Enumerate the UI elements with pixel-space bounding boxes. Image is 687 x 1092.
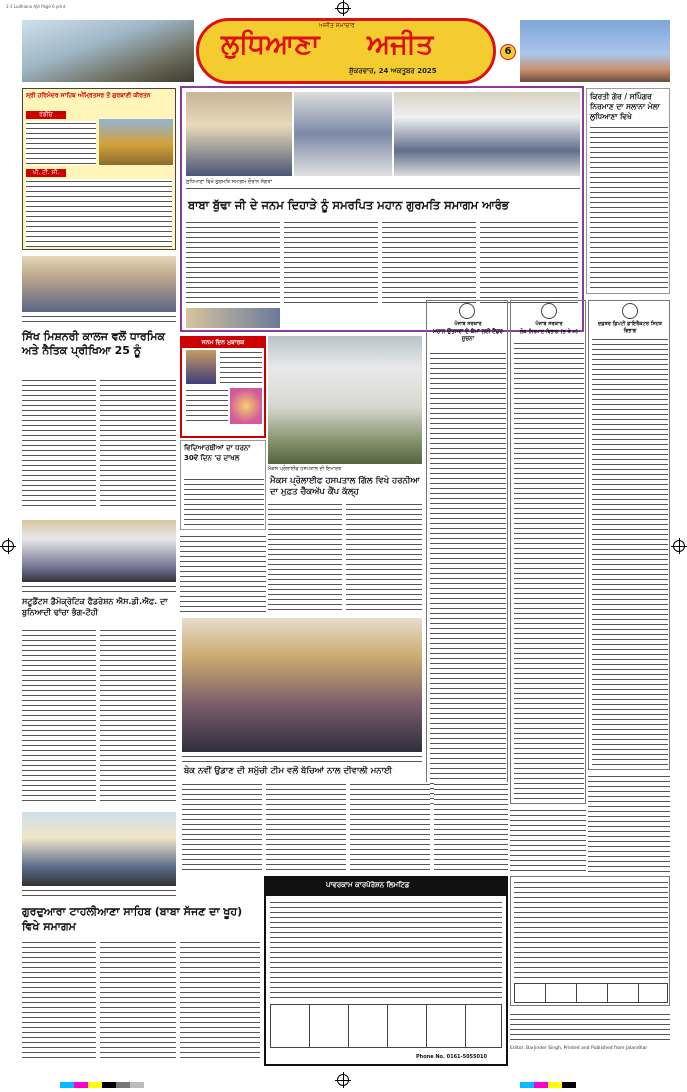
students-body <box>184 477 264 527</box>
lead-caption-lines <box>186 186 580 192</box>
birthday-photo-1 <box>186 350 216 384</box>
sdf-caption <box>22 584 176 592</box>
notice-3-title: ਦਫ਼ਤਰ ਡਿਪਟੀ ਡਾਇਰੈਕਟਰ ਸਿਹਤ ਵਿਭਾਗ <box>598 321 662 334</box>
gurdwara-caption <box>22 888 176 898</box>
notice-1-title: ਮਹਾਨ ਉਤਸਵਾਂ ਦੇ ਕੰਮਾਂ ਲਈ ਟੈਂਡਰ ਸੂਚਨਾ <box>433 329 503 342</box>
notice-1-org: ਪੰਜਾਬ ਸਰਕਾਰ <box>454 321 482 327</box>
lead-body-col-1 <box>186 220 280 306</box>
notice-3 <box>588 300 670 770</box>
sdf-photo <box>22 520 176 582</box>
left-ad-body <box>26 121 96 165</box>
story-college-headline: ਸਿੱਖ ਮਿਸ਼ਨਰੀ ਕਾਲਜ ਵਲੋਂ ਧਾਰਮਿਕ ਅਤੇ ਨੈਤਿਕ ਪ੍ਰੀਖਿਆ 25 ਨੂੰ <box>22 330 166 357</box>
hospital-body-2 <box>346 502 422 614</box>
diwali-photo <box>182 618 422 752</box>
page-number-badge: 6 <box>500 44 516 60</box>
hospital-headline: ਮੈਕਸ ਪ੍ਰੋਲਾਈਫ ਹਸਪਤਾਲ ਗਿੱਲ ਵਿਖੇ ਹਰਨੀਆ ਦਾ ਮੁਫ਼ਤ ਚੈੱਕਅੱਪ ਕੈਂਪ ਕੱਲ੍ਹ <box>270 476 420 497</box>
right-bottom-notice-table <box>514 983 668 1003</box>
left-ad-title: ਸ੍ਰੀ ਹਰਿਮੰਦਰ ਸਾਹਿਬ ਅੰਮ੍ਰਿਤਸਰ ਤੋਂ ਗੁਰਬਾਣੀ ਕੀਰਤਨ <box>26 92 151 99</box>
masthead <box>196 18 496 84</box>
notice-1-body <box>430 351 506 799</box>
bottom-ad-table <box>270 1004 502 1048</box>
notice-2-continued <box>510 808 586 874</box>
registration-mark-right <box>673 540 685 552</box>
masthead-name: ਅਜੀਤ <box>367 29 434 60</box>
masthead-tagline: ਅਜੀਤ ਸਮਾਚਾਰ <box>319 22 355 29</box>
lead-photo-caption: ਲੁਧਿਆਣਾ ਵਿਖੇ ਗੁਰਮਤਿ ਸਮਾਗਮ ਦੌਰਾਨ ਸੰਗਤਾਂ <box>186 179 273 185</box>
hospital-photo <box>268 336 422 464</box>
sdf-body-1 <box>22 628 96 804</box>
diwali-caption <box>182 754 422 762</box>
footer-imprint: Editor: Barjinder Singh, Printed and Published from Jalandhar <box>510 1046 648 1051</box>
birthday-box <box>180 336 266 438</box>
golden-temple-image <box>99 119 173 165</box>
hospital-body-1 <box>268 502 342 614</box>
notice-1-emblem <box>459 303 475 319</box>
lead-body-col-4 <box>480 220 578 306</box>
diwali-body-3 <box>350 782 430 872</box>
gurdwara-photo <box>22 812 176 886</box>
gurdwara-body-2 <box>100 940 176 1060</box>
left-photo-2 <box>22 256 176 312</box>
left-ad-box <box>22 88 176 250</box>
story-college-body-2 <box>100 378 176 508</box>
color-calibration-bar-2 <box>520 1073 576 1092</box>
lead-photo-1 <box>186 92 292 176</box>
lead-story-block <box>180 86 584 332</box>
masthead-date: ਸ਼ੁੱਕਰਵਾਰ, 24 ਅਕਤੂਬਰ 2025 <box>349 67 437 75</box>
notice-3-emblem <box>622 303 638 319</box>
right-top-headline: ਕਿਰਤੀ ਗੋਰ / ਸਪਿੰਗਰ ਨਿਰਮਾਣ ਦਾ ਸਲਾਨਾ ਮੇਲਾ ਲੁਧਿਆਣਾ ਵਿਖੇ <box>590 92 660 121</box>
notice-3-body <box>592 337 668 767</box>
notice-2 <box>510 300 586 804</box>
diwali-body-2 <box>266 782 346 872</box>
footer-imprint-lines <box>510 1012 670 1042</box>
left-ad-body-2 <box>26 179 172 247</box>
color-calibration-bar <box>60 1073 144 1092</box>
registration-mark-left <box>2 540 14 552</box>
bottom-ad-phone: Phone No. 0161-5055010 <box>416 1054 487 1060</box>
gurdwara-headline: ਗੁਰਦੁਆਰਾ ਟਾਹਲੀਆਣਾ ਸਾਹਿਬ (ਬਾਬਾ ਸੱਜਣ ਦਾ ਖੂਹ) ਵਿਖੇ ਸਮਾਗਮ <box>22 905 243 933</box>
print-slug: 1-1 Ludhiana Ajit Page 6 print <box>6 4 66 9</box>
left-ad-tag-radio: ਰੇਡੀਓ <box>26 111 66 119</box>
notice-1 <box>426 300 508 804</box>
gurdwara-body-1 <box>22 940 96 1060</box>
right-bottom-notice-body <box>514 880 668 980</box>
lead-body-col-3 <box>382 220 476 306</box>
birthday-title: ਜਨਮ ਦਿਨ ਮੁਬਾਰਕ <box>182 338 264 348</box>
bottom-ad <box>264 876 508 1066</box>
birthday-photo-2 <box>230 388 262 424</box>
registration-mark-bottom <box>337 1074 349 1086</box>
hospital-caption: ਮੈਕਸ ਪ੍ਰੋਲਾਈਫ ਹਸਪਤਾਲ ਦੀ ਇਮਾਰਤ <box>268 466 342 472</box>
students-box <box>180 440 266 530</box>
lead-body-col-2 <box>284 220 378 306</box>
notice-2-emblem <box>541 303 557 319</box>
lead-photo-small <box>186 308 280 328</box>
registration-mark-top <box>337 2 349 14</box>
notice-3-continued <box>588 774 670 874</box>
birthday-text-2 <box>186 388 228 422</box>
students-headline: ਵਿਦਿਆਰਥੀਆਂ ਦਾ ਧਰਨਾ 30ਵੇਂ ਦਿਨ 'ਚ ਦਾਖਲ <box>184 444 251 462</box>
lead-photo-2 <box>294 92 392 176</box>
students-continued <box>180 534 266 614</box>
lead-photo-3 <box>394 92 580 176</box>
diwali-body-4 <box>434 782 508 872</box>
left-ad-tag-ptc: ਪੀ. ਟੀ. ਸੀ. <box>26 169 66 177</box>
left-photo-2-caption <box>22 314 176 324</box>
gurdwara-body-3 <box>180 940 260 1060</box>
notice-2-title: ਲੋਕ ਨਿਰਮਾਣ ਵਿਭਾਗ (ਭ ਤੇ ਮ) <box>519 329 579 335</box>
diwali-body-1 <box>182 782 262 872</box>
sdf-headline: ਸਟੂਡੈਂਟਸ ਡੈਮੋਕ੍ਰੇਟਿਕ ਫੈਡਰੇਸ਼ਨ ਐਸ.ਡੀ.ਐਫ. ਦਾ ਬੁਨਿਆਦੀ ਢਾਂਚਾ ਭੰਗ-ਟੌਹੀ <box>22 597 168 617</box>
story-college-body-1 <box>22 378 96 508</box>
bottom-ad-title: ਪਾਵਰਕਾਮ ਕਾਰਪੋਰੇਸ਼ਨ ਲਿਮਟਿਡ <box>326 881 410 889</box>
diwali-headline: ਬੇਕ ਨਵੀਂ ਉਡਾਣ ਦੀ ਸਮੁੱਚੀ ਟੀਮ ਵਲੋਂ ਬੱਚਿਆਂ ਨਾਲ ਦੀਵਾਲੀ ਮਨਾਈ <box>184 766 392 776</box>
bottom-ad-body <box>270 900 502 1000</box>
right-bottom-notice <box>510 876 670 1006</box>
notice-2-body <box>514 341 584 799</box>
birthday-text-1 <box>220 350 262 384</box>
notice-2-org: ਪੰਜਾਬ ਸਰਕਾਰ <box>535 321 563 327</box>
masthead-city: ਲੁਧਿਆਣਾ <box>221 29 320 60</box>
lead-headline: ਬਾਬਾ ਬੁੱਢਾ ਜੀ ਦੇ ਜਨਮ ਦਿਹਾੜੇ ਨੂੰ ਸਮਰਪਿਤ ਮਹਾਨ ਗੁਰਮਤਿ ਸਮਾਗਮ ਆਰੰਭ <box>188 198 509 212</box>
sdf-body-2 <box>100 628 176 804</box>
right-top-body <box>590 125 668 291</box>
masthead-left-photo <box>22 20 194 82</box>
right-top-story <box>586 88 670 294</box>
masthead-right-photo <box>520 20 670 82</box>
